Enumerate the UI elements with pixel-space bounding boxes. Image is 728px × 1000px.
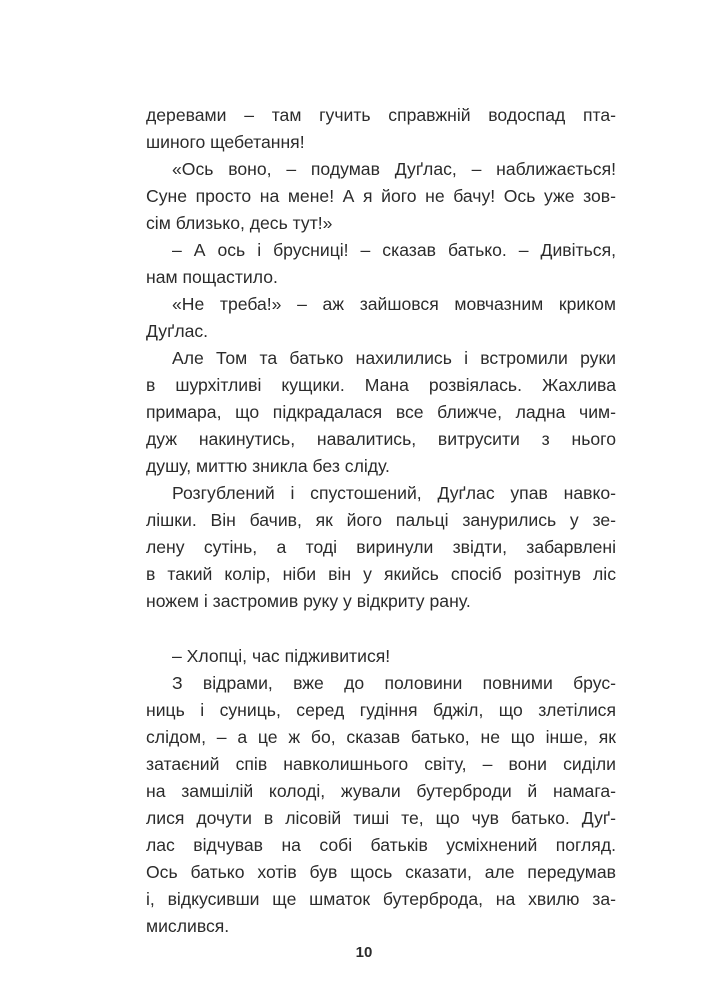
text-line: «Ось воно, – подумав Дуґлас, – наближається! — [172, 159, 616, 179]
text-line: душу, миттю зникла без сліду. — [146, 456, 390, 476]
paragraph — [146, 345, 616, 480]
text-line: лися дочути в лісовій тиші те, що чув батько. Дуґ- — [146, 808, 616, 828]
text-line: Ось батько хотів був щось сказати, але передумав — [146, 862, 616, 882]
text-line: лішки. Він бачив, як його пальці занурились у зе- — [146, 510, 616, 530]
text-line: в такий колір, ніби він у якийсь спосіб розітнув ліс — [146, 564, 616, 584]
text-line: З відрами, вже до половини повними брус- — [172, 673, 616, 693]
text-line: сім близько, десь тут!» — [146, 213, 333, 233]
page-number: 10 — [355, 944, 373, 961]
paragraph — [146, 291, 616, 345]
text-line: і, відкусивши ще шматок бутерброда, на хвилю за- — [146, 889, 616, 909]
text-line: Розгублений і спустошений, Дуґлас упав навко- — [172, 483, 616, 503]
text-line: деревами – там гучить справжній водоспад пта- — [146, 105, 616, 125]
text-line: ниць і суниць, серед гудіння бджіл, що злетілися — [146, 700, 616, 720]
text-line: на замшілій колоді, жували бутерброди й намага- — [146, 781, 616, 801]
text-line: «Не треба!» – аж зайшовся мовчазним криком — [172, 294, 616, 314]
text-line: Суне просто на мене! А я його не бачу! Ось уже зов- — [146, 186, 616, 206]
text-line: ножем і застромив руку у відкриту рану. — [146, 591, 471, 611]
text-line: в шурхітливі кущики. Мана розвіялась. Жахлива — [146, 375, 616, 395]
paragraph — [146, 156, 616, 237]
text-line: лас відчував на собі батьків усміхнений погляд. — [146, 835, 616, 855]
body-text — [146, 102, 616, 940]
text-line: – Хлопці, час підживитися! — [172, 646, 391, 666]
text-line: Дуґлас. — [146, 321, 209, 341]
text-line: слідом, – а це ж бо, сказав батько, не що інше, як — [146, 727, 616, 747]
text-line: затаєний спів навколишнього світу, – вони сиділи — [146, 754, 616, 774]
paragraph — [146, 643, 616, 670]
text-line: шиного щебетання! — [146, 132, 305, 152]
text-line: – А ось і брусниці! – сказав батько. – Дивіться, — [172, 240, 616, 260]
paragraph — [146, 102, 616, 156]
paragraph — [146, 670, 616, 940]
text-line: дуж накинутись, навалитись, витрусити з нього — [146, 429, 616, 449]
text-line: нам пощастило. — [146, 267, 278, 287]
text-line: примара, що підкрадалася все ближче, ладна чим- — [146, 402, 616, 422]
text-line: лену сутінь, а тоді виринули звідти, забарвлені — [146, 537, 616, 557]
text-line: Але Том та батько нахилились і встромили руки — [172, 348, 616, 368]
section-break — [146, 615, 616, 643]
paragraph — [146, 237, 616, 291]
paragraph — [146, 480, 616, 615]
text-line: мислився. — [146, 916, 230, 936]
